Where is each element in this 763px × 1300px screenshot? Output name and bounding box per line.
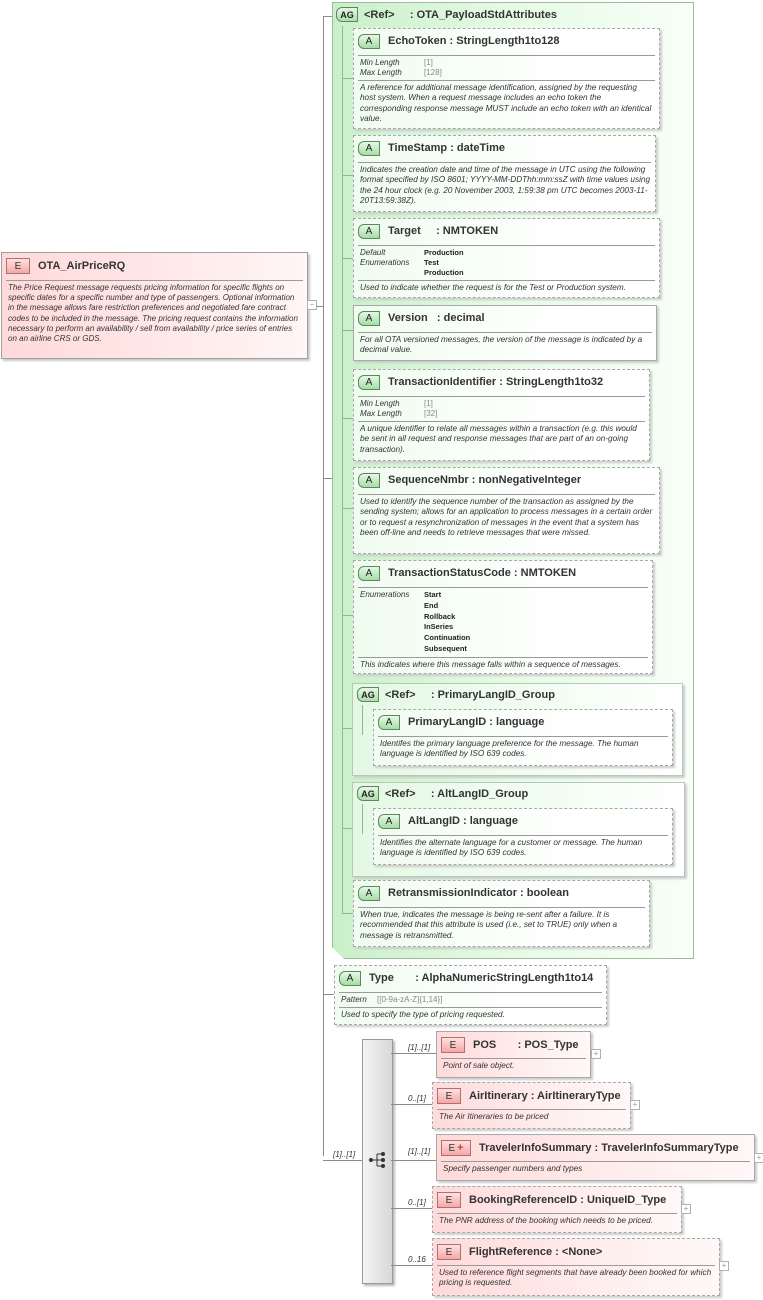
connector	[391, 1104, 432, 1105]
attribute-description: When true, indicates the message is being re-sent after a failure. It is recommended that this attribute is used (i.e., set to TRUE) only when a message is retransmitted.	[360, 910, 618, 940]
attribute-facets: Pattern [[0-9a-zA-Z]{1,14}]	[341, 995, 443, 1004]
attribute-description: Used to identify the sequence number of the transaction as assigned by the sending system; allows for an application to process messages in a certain order or to request a resynchronization of messages in the event that a system has been off-line and needs to retrieve messages that were missed.	[360, 497, 653, 537]
attribute-badge-icon: A	[358, 886, 380, 901]
cardinality-label: [1]..[1]	[408, 1147, 431, 1156]
root-element-box[interactable]	[1, 252, 308, 359]
attribute-badge-icon: A	[358, 311, 380, 326]
attribute-description: Identifies the alternate language for a customer or message. The human language is identified by ISO 639 codes.	[380, 838, 643, 858]
expand-toggle[interactable]: +	[719, 1261, 729, 1271]
attribute-badge-icon: A	[378, 814, 400, 829]
element-description: The PNR address of the booking which needs to be priced.	[439, 1216, 653, 1225]
attribute-primarylangid[interactable]	[373, 709, 673, 766]
attribute-echotoken[interactable]	[353, 28, 660, 129]
attribute-title: Version : decimal	[388, 312, 485, 324]
attribute-group-title: <Ref> : AltLangID_Group	[385, 787, 529, 800]
attribute-badge-icon: A	[339, 971, 361, 986]
attribute-transactionidentifier[interactable]	[353, 369, 650, 461]
element-title: BookingReferenceID : UniqueID_Type	[469, 1194, 667, 1206]
expand-toggle[interactable]: +	[681, 1204, 691, 1214]
attribute-group-title: <Ref> : OTA_PayloadStdAttributes	[364, 8, 557, 21]
attribute-title: SequenceNmbr : nonNegativeInteger	[388, 474, 582, 486]
expand-toggle[interactable]: +	[630, 1100, 640, 1110]
attribute-group-badge-icon: AG	[357, 786, 379, 801]
attribute-title: EchoToken : StringLength1to128	[388, 35, 560, 47]
attribute-badge-icon: A	[378, 715, 400, 730]
connector	[342, 26, 343, 914]
element-badge-icon: E	[437, 1192, 461, 1208]
element-title: POS : POS_Type	[473, 1039, 579, 1051]
element-description: Used to reference flight segments that have already been booked for which pricing is requested.	[439, 1268, 712, 1288]
attribute-title: PrimaryLangID : language	[408, 716, 545, 728]
sequence-icon	[368, 1150, 388, 1170]
element-flightreference[interactable]	[432, 1238, 720, 1296]
connector	[323, 1160, 363, 1161]
element-description: The Air Itineraries to be priced	[439, 1112, 549, 1121]
element-title: FlightReference : <None>	[469, 1246, 603, 1258]
attribute-target[interactable]	[353, 218, 660, 298]
attribute-description: This indicates where this message falls within a sequence of messages.	[360, 659, 621, 669]
element-badge-icon: E	[441, 1037, 465, 1053]
attribute-title: TransactionIdentifier : StringLength1to32	[388, 376, 604, 388]
attribute-description: Used to indicate whether the request is for the Test or Production system.	[360, 283, 626, 292]
attribute-title: Target : NMTOKEN	[388, 225, 499, 237]
element-bookingreferenceid[interactable]	[432, 1186, 682, 1233]
root-element-description: The Price Request message requests pricing information for specific flights on specific dates for a specific number and type of passengers. Optional information in the message allows fare restriction preferences and negotiated fare contract codes to be included in the message. The pricing request contains the information necessary to perform an availability / sell from availability / price series of entries on an airline CRS or GDS.	[8, 283, 298, 344]
attribute-description: Identifes the primary language preference for the message. The human language is identified by ISO 639 codes.	[380, 739, 639, 759]
connector	[323, 16, 333, 17]
attribute-facets: Min Length [1] Max Length [32]	[360, 399, 438, 418]
attribute-type[interactable]	[334, 965, 607, 1025]
connector	[323, 478, 333, 479]
expand-toggle[interactable]: +	[591, 1049, 601, 1059]
attribute-facets: Default Production Enumerations Test Production	[360, 248, 464, 277]
attribute-badge-icon: A	[358, 375, 380, 390]
attribute-altlangid[interactable]	[373, 808, 673, 865]
attribute-group-header	[357, 786, 528, 801]
attribute-retransmissionindicator[interactable]	[353, 880, 650, 947]
element-badge-icon: E	[437, 1088, 461, 1104]
element-airitinerary[interactable]	[432, 1082, 631, 1129]
expand-toggle[interactable]: +	[754, 1153, 763, 1163]
connector	[391, 1053, 436, 1054]
cardinality-label: 0..[1]	[408, 1198, 426, 1207]
attribute-title: RetransmissionIndicator : boolean	[388, 887, 569, 899]
element-description: Point of sale object.	[443, 1061, 515, 1070]
connector	[323, 16, 324, 1156]
connector	[362, 705, 363, 735]
element-title: TravelerInfoSummary : TravelerInfoSummaryType	[479, 1142, 739, 1154]
attribute-group-header	[336, 7, 557, 22]
cardinality-label: 0..16	[408, 1255, 426, 1264]
attribute-title: AltLangID : language	[408, 815, 518, 827]
connector	[391, 1265, 432, 1266]
element-travelerinfosummary[interactable]	[436, 1134, 755, 1181]
attribute-group-header	[357, 687, 555, 702]
sequence-cardinality: [1]..[1]	[333, 1150, 356, 1159]
attribute-description: A unique identifier to relate all messages within a transaction (e.g. this would be sent in all request and response messages that are part of an on-going transaction).	[360, 424, 637, 454]
connector	[391, 1208, 432, 1209]
attribute-badge-icon: A	[358, 224, 380, 239]
element-badge-icon: E	[6, 258, 30, 274]
element-with-children-badge-icon: E +	[441, 1140, 471, 1156]
attribute-group-title: <Ref> : PrimaryLangID_Group	[385, 688, 555, 701]
attribute-transactionstatuscode[interactable]	[353, 560, 653, 674]
attribute-title: Type : AlphaNumericStringLength1to14	[369, 972, 594, 984]
root-element-name: OTA_AirPriceRQ	[38, 260, 126, 272]
attribute-description: Used to specify the type of pricing requested.	[341, 1010, 505, 1019]
attribute-version[interactable]	[353, 305, 657, 361]
attribute-badge-icon: A	[358, 141, 380, 156]
attribute-description: For all OTA versioned messages, the version of the message is indicated by a decimal value.	[360, 335, 643, 355]
attribute-sequencenmbr[interactable]	[353, 467, 660, 554]
attribute-group-badge-icon: AG	[357, 687, 379, 702]
connector	[391, 1160, 436, 1161]
attribute-badge-icon: A	[358, 473, 380, 488]
cardinality-label: [1]..[1]	[408, 1043, 431, 1052]
attribute-badge-icon: A	[358, 566, 380, 581]
cardinality-label: 0..[1]	[408, 1094, 426, 1103]
element-badge-icon: E	[437, 1244, 461, 1260]
connector	[362, 804, 363, 834]
attribute-title: TransactionStatusCode : NMTOKEN	[388, 567, 577, 579]
attribute-description: A reference for additional message identification, assigned by the requesting host system. When a request message includes an echo token the corresponding response message MUST include an echo token with an identical value.	[360, 83, 652, 123]
attribute-description: Indicates the creation date and time of the message in UTC using the following format specified by ISO 8601; YYYY-MM-DDThh:mm:ssZ with time values using the 24 hour clock (e.g. 20 November 2003, 1:59:38 pm UTC becomes 2003-11-20T13:59:38Z).	[360, 165, 650, 205]
element-title: AirItinerary : AirItineraryType	[469, 1090, 621, 1102]
attribute-facets: Min Length [1] Max Length [128]	[360, 58, 442, 77]
attribute-timestamp[interactable]	[353, 135, 656, 212]
collapse-toggle[interactable]: −	[307, 300, 317, 310]
attribute-group-badge-icon: AG	[336, 7, 358, 22]
element-pos[interactable]	[436, 1031, 591, 1078]
element-description: Specify passenger numbers and types	[443, 1164, 583, 1173]
attribute-title: TimeStamp : dateTime	[388, 142, 505, 154]
attribute-enumerations: Enumerations Start End Rollback InSeries Continuation Subsequent	[360, 590, 471, 653]
attribute-badge-icon: A	[358, 34, 380, 49]
